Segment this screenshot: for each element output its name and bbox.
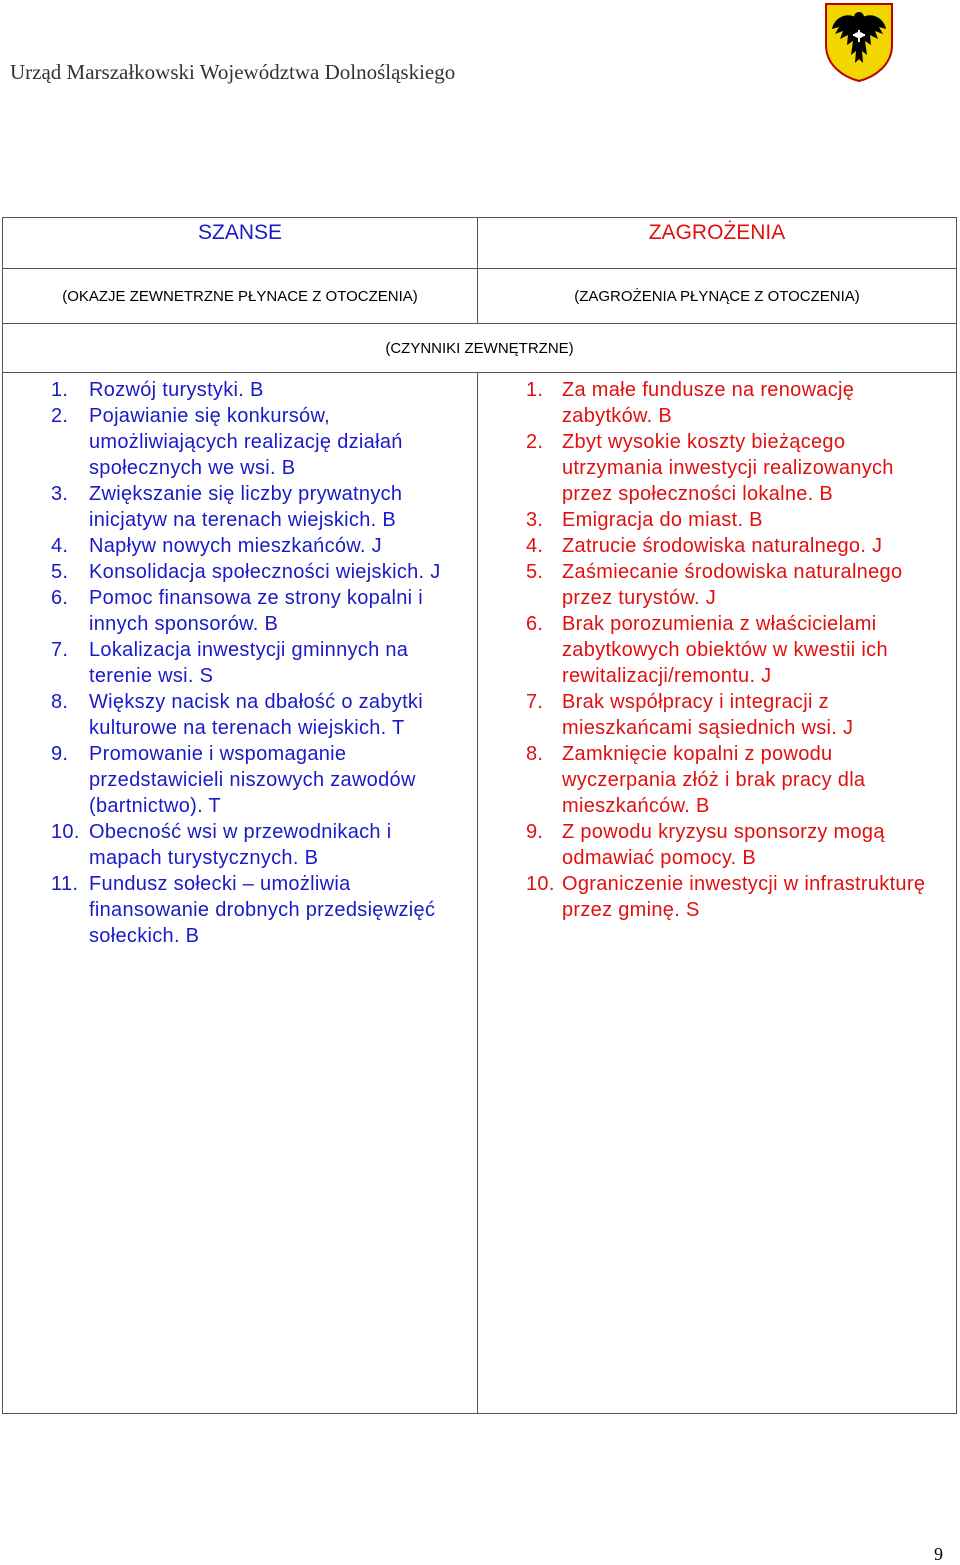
item-text: Promowanie i wspomaganie przedstawicieli niszowych zawodów (bartnictwo). T [89, 743, 416, 817]
list-item [478, 819, 956, 871]
item-number: 9. [526, 821, 544, 843]
opportunities-subtitle: (OKAZJE ZEWNETRZNE PŁYNACE Z OTOCZENIA) [3, 269, 478, 324]
list-item [478, 871, 956, 923]
item-text: Pojawianie się konkursów, umożliwiających realizację działań społecznych we wsi. B [89, 405, 403, 479]
item-number: 7. [51, 639, 69, 661]
item-text: Zatrucie środowiska naturalnego. J [562, 535, 883, 557]
threats-header-cell [478, 218, 957, 269]
list-item [3, 819, 477, 871]
item-text: Za małe fundusze na renowację zabytków. B [562, 379, 855, 427]
item-text: Zamknięcie kopalni z powodu wyczerpania złóż i brak pracy dla mieszkańców. B [562, 743, 866, 817]
item-text: Rozwój turystyki. B [89, 379, 264, 401]
item-text: Zwiększanie się liczby prywatnych inicjatyw na terenach wiejskich. B [89, 483, 403, 531]
list-item [3, 559, 477, 585]
threats-subtitle: (ZAGROŻENIA PŁYNĄCE Z OTOCZENIA) [478, 269, 957, 324]
list-item [3, 533, 477, 559]
list-item [478, 429, 956, 507]
opportunities-title: SZANSE [197, 221, 283, 244]
opportunities-list-cell [3, 373, 478, 1414]
item-text: Emigracja do miast. B [562, 509, 763, 531]
item-number: 2. [51, 405, 69, 427]
item-text: Obecność wsi w przewodnikach i mapach turystycznych. B [89, 821, 392, 869]
list-item [478, 533, 956, 559]
list-item [478, 689, 956, 741]
item-text: Z powodu kryzysu sponsorzy mogą odmawiać pomocy. B [562, 821, 885, 869]
item-number: 9. [51, 743, 69, 765]
list-item [3, 585, 477, 637]
item-number: 10. [51, 821, 80, 843]
item-number: 11. [51, 873, 79, 895]
threats-list [478, 377, 956, 923]
list-item [478, 559, 956, 611]
list-item [3, 637, 477, 689]
threats-title: ZAGROŻENIA [648, 221, 786, 244]
item-text: Konsolidacja społeczności wiejskich. J [89, 561, 441, 583]
office-name: Urząd Marszałkowski Województwa Dolnośląskiego [10, 60, 456, 84]
item-number: 1. [526, 379, 544, 401]
opportunities-header-cell [3, 218, 478, 269]
list-item [3, 741, 477, 819]
coat-of-arms-logo [823, 1, 895, 83]
list-item [478, 611, 956, 689]
item-number: 6. [526, 613, 544, 635]
swot-table [2, 217, 957, 1414]
item-text: Pomoc finansowa ze strony kopalni i innych sponsorów. B [89, 587, 423, 635]
list-item [478, 377, 956, 429]
item-text: Fundusz sołecki – umożliwia finansowanie drobnych przedsięwzięć sołeckich. B [89, 873, 436, 947]
item-text: Zbyt wysokie koszty bieżącego utrzymania inwestycji realizowanych przez społeczności lokalne. B [562, 431, 894, 505]
item-text: Napływ nowych mieszkańców. J [89, 535, 382, 557]
item-number: 1. [51, 379, 69, 401]
opportunities-list [3, 377, 477, 949]
item-number: 5. [51, 561, 69, 583]
list-item [3, 377, 477, 403]
item-number: 3. [526, 509, 544, 531]
list-item [478, 741, 956, 819]
item-text: Brak współpracy i integracji z mieszkańcami sąsiednich wsi. J [562, 691, 854, 739]
item-number: 4. [526, 535, 544, 557]
list-item [3, 871, 477, 949]
list-item [3, 481, 477, 533]
item-number: 8. [526, 743, 544, 765]
item-number: 10. [526, 873, 555, 895]
threats-list-cell [478, 373, 957, 1414]
item-number: 7. [526, 691, 544, 713]
list-item [3, 689, 477, 741]
external-factors-label: (CZYNNIKI ZEWNĘTRZNE) [3, 324, 957, 373]
list-item [478, 507, 956, 533]
item-number: 4. [51, 535, 69, 557]
item-number: 2. [526, 431, 544, 453]
list-item [3, 403, 477, 481]
item-number: 6. [51, 587, 69, 609]
item-number: 5. [526, 561, 544, 583]
item-text: Lokalizacja inwestycji gminnych na terenie wsi. S [89, 639, 409, 687]
item-text: Większy nacisk na dbałość o zabytki kulturowe na terenach wiejskich. T [89, 691, 423, 739]
item-text: Ograniczenie inwestycji w infrastrukturę przez gminę. S [562, 873, 926, 921]
item-number: 3. [51, 483, 69, 505]
item-number: 8. [51, 691, 69, 713]
item-text: Brak porozumienia z właścicielami zabytkowych obiektów w kwestii ich rewitalizacji/remontu. J [562, 613, 888, 687]
page-number: 9 [934, 1544, 943, 1564]
item-text: Zaśmiecanie środowiska naturalnego przez turystów. J [562, 561, 903, 609]
